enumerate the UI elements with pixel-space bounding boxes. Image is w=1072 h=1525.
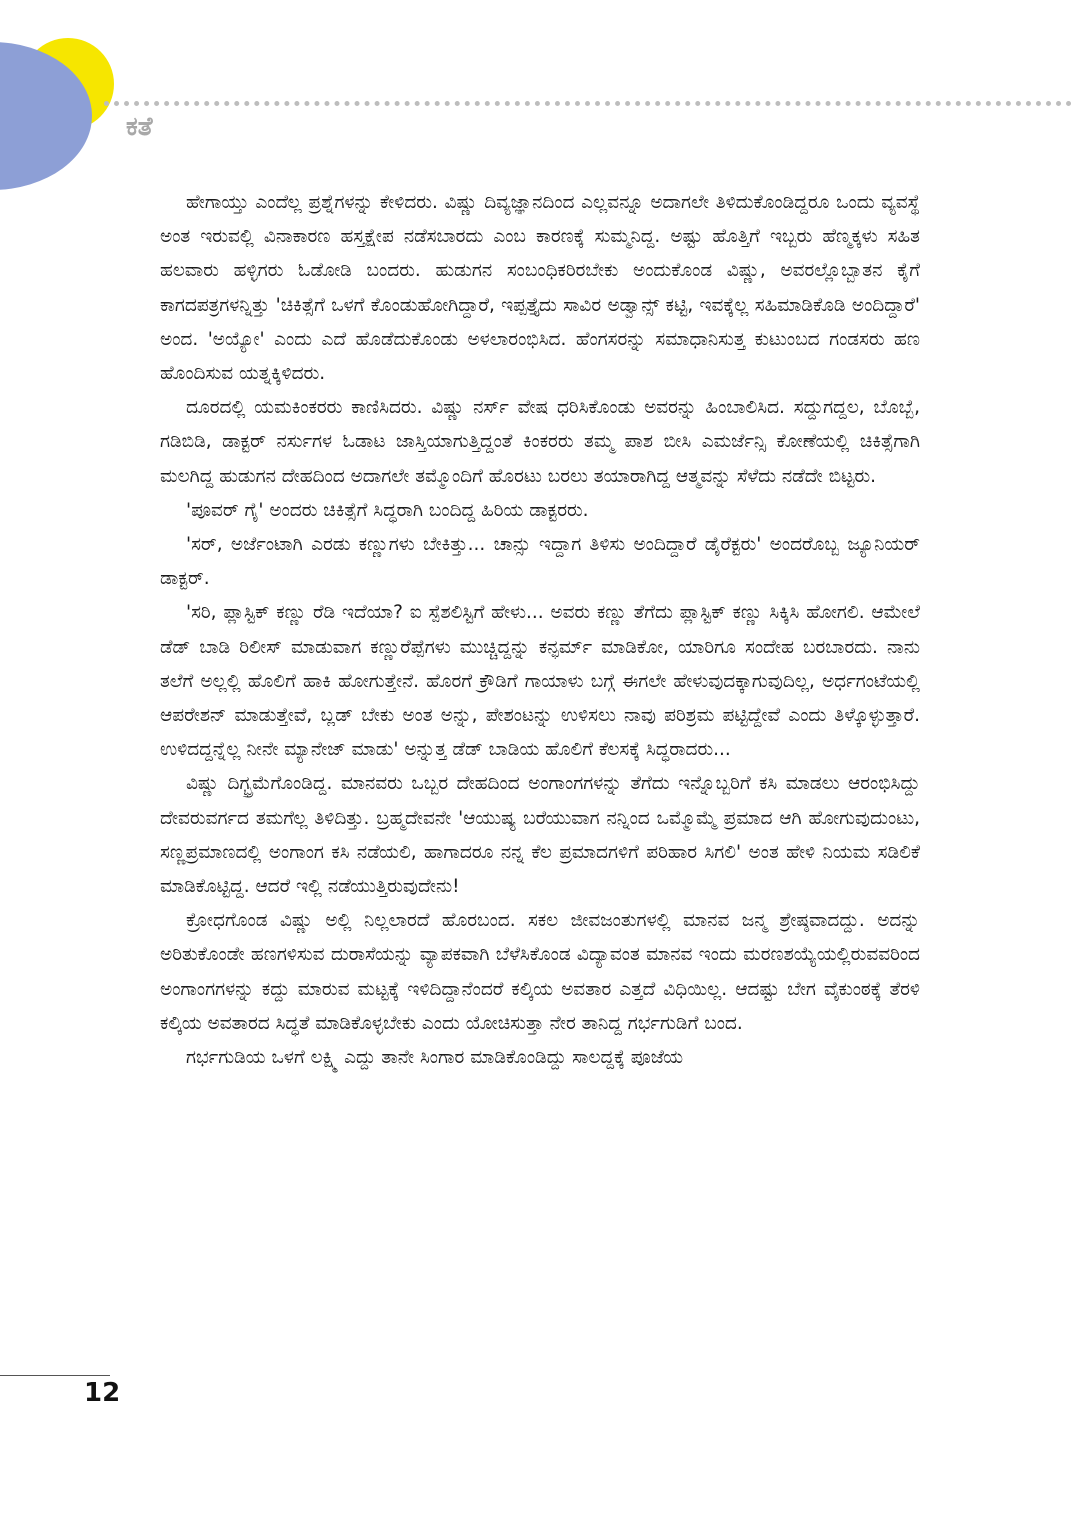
section-label: ಕತೆ bbox=[126, 112, 153, 142]
paragraph: 'ಪೂವರ್ ಗೈ' ಅಂದರು ಚಿಕಿತ್ಸೆಗೆ ಸಿದ್ಧರಾಗಿ ಬಂದಿದ್ದ ಹಿರಿಯ ಡಾಕ್ಟರರು. bbox=[186, 499, 589, 521]
story-text bbox=[160, 186, 920, 1376]
paragraph: ದೂರದಲ್ಲಿ ಯಮಕಿಂಕರರು ಕಾಣಿಸಿದರು. ವಿಷ್ಣು ನರ್ಸ್ ವೇಷ ಧರಿಸಿಕೊಂಡು ಅವರನ್ನು ಹಿಂಬಾಲಿಸಿದ. ಸದ್ದುಗದ್ದಲ, ಬೊಬ್ಬೆ, ಗಡಿಬಿಡಿ, ಡಾಕ್ಟರ್ ನರ್ಸುಗಳ ಓಡಾಟ ಜಾಸ್ತಿಯಾಗುತ್ತಿದ್ದಂತೆ ಕಿಂಕರರು ತಮ್ಮ ಪಾಶ ಬೀಸಿ ಎಮರ್ಜೆನ್ಸಿ ಕೋಣೆಯಲ್ಲಿ ಚಿಕಿತ್ಸೆಗಾಗಿ ಮಲಗಿದ್ದ ಹುಡುಗನ ದೇಹದಿಂದ ಅದಾಗಲೇ ತಮ್ಮೊಂದಿಗೆ ಹೊರಟು ಬರಲು ತಯಾರಾಗಿದ್ದ ಆತ್ಮವನ್ನು ಸೆಳೆದು ನಡೆದೇ ಬಿಟ್ಟರು. bbox=[160, 397, 920, 487]
page-number: 12 bbox=[84, 1378, 121, 1408]
paragraph: ಕ್ರೋಧಗೊಂಡ ವಿಷ್ಣು ಅಲ್ಲಿ ನಿಲ್ಲಲಾರದೆ ಹೊರಬಂದ. ಸಕಲ ಜೀವಜಂತುಗಳಲ್ಲಿ ಮಾನವ ಜನ್ಮ ಶ್ರೇಷ್ಠವಾದದ್ದು. ಅದನ್ನು ಅರಿತುಕೊಂಡೇ ಹಣಗಳಿಸುವ ದುರಾಸೆಯನ್ನು ವ್ಯಾಪಕವಾಗಿ ಬೆಳೆಸಿಕೊಂಡ ವಿದ್ಯಾವಂತ ಮಾನವ ಇಂದು ಮರಣಶಯ್ಯೆಯಲ್ಲಿರುವವರಿಂದ ಅಂಗಾಂಗಗಳನ್ನು ಕದ್ದು ಮಾರುವ ಮಟ್ಟಕ್ಕೆ ಇಳಿದಿದ್ದಾನೆಂದರೆ ಕಲ್ಕಿಯ ಅವತಾರ ಎತ್ತದೆ ವಿಧಿಯಿಲ್ಲ. ಆದಷ್ಟು ಬೇಗ ವೈಕುಂಠಕ್ಕೆ ತೆರಳಿ ಕಲ್ಕಿಯ ಅವತಾರದ ಸಿದ್ಧತೆ ಮಾಡಿಕೊಳ್ಳಬೇಕು ಎಂದು ಯೋಚಿಸುತ್ತಾ ನೇರ ತಾನಿದ್ದ ಗರ್ಭಗುಡಿಗೆ ಬಂದ. bbox=[160, 910, 920, 1034]
paragraph: ಹೇಗಾಯ್ತು ಎಂದೆಲ್ಲ ಪ್ರಶ್ನೆಗಳನ್ನು ಕೇಳಿದರು. ವಿಷ್ಣು ದಿವ್ಯಜ್ಞಾನದಿಂದ ಎಲ್ಲವನ್ನೂ ಅದಾಗಲೇ ತಿಳಿದುಕೊಂಡಿದ್ದರೂ ಒಂದು ವ್ಯವಸ್ಥೆ ಅಂತ ಇರುವಲ್ಲಿ ವಿನಾಕಾರಣ ಹಸ್ತಕ್ಷೇಪ ನಡೆಸಬಾರದು ಎಂಬ ಕಾರಣಕ್ಕೆ ಸುಮ್ಮನಿದ್ದ. ಅಷ್ಟು ಹೊತ್ತಿಗೆ ಇಬ್ಬರು ಹೆಣ್ಮಕ್ಕಳು ಸಹಿತ ಹಲವಾರು ಹಳ್ಳಿಗರು ಓಡೋಡಿ ಬಂದರು. ಹುಡುಗನ ಸಂಬಂಧಿಕರಿರಬೇಕು ಅಂದುಕೊಂಡ ವಿಷ್ಣು, ಅವರಲ್ಲೊಬ್ಬಾತನ ಕೈಗೆ ಕಾಗದಪತ್ರಗಳನ್ನಿತ್ತು 'ಚಿಕಿತ್ಸೆಗೆ ಒಳಗೆ ಕೊಂಡುಹೋಗಿದ್ದಾರೆ, ಇಪ್ಪತ್ತೈದು ಸಾವಿರ ಅಡ್ವಾನ್ಸ್ ಕಟ್ಟಿ, ಇವಕ್ಕೆಲ್ಲ ಸಹಿಮಾಡಿಕೊಡಿ ಅಂದಿದ್ದಾರೆ' ಅಂದ. 'ಅಯ್ಯೋ' ಎಂದು ಎದೆ ಹೊಡೆದುಕೊಂಡು ಅಳಲಾರಂಭಿಸಿದ. ಹೆಂಗಸರನ್ನು ಸಮಾಧಾನಿಸುತ್ತ ಕುಟುಂಬದ ಗಂಡಸರು ಹಣ ಹೊಂದಿಸುವ ಯತ್ನಕ್ಕಿಳಿದರು. bbox=[160, 192, 920, 385]
paragraph: ಗರ್ಭಗುಡಿಯ ಒಳಗೆ ಲಕ್ಷ್ಮಿ ಎದ್ದು ತಾನೇ ಸಿಂಗಾರ ಮಾಡಿಕೊಂಡಿದ್ದು ಸಾಲದ್ದಕ್ಕೆ ಪೂಜೆಯ bbox=[186, 1047, 684, 1069]
paragraph: ವಿಷ್ಣು ದಿಗ್ಭ್ರಮೆಗೊಂಡಿದ್ದ. ಮಾನವರು ಒಬ್ಬರ ದೇಹದಿಂದ ಅಂಗಾಂಗಗಳನ್ನು ತೆಗೆದು ಇನ್ನೊಬ್ಬರಿಗೆ ಕಸಿ ಮಾಡಲು ಆರಂಭಿಸಿದ್ದು ದೇವರುವರ್ಗದ ತಮಗೆಲ್ಲ ತಿಳಿದಿತ್ತು. ಬ್ರಹ್ಮದೇವನೇ 'ಆಯುಷ್ಯ ಬರೆಯುವಾಗ ನನ್ನಿಂದ ಒಮ್ಮೊಮ್ಮೆ ಪ್ರಮಾದ ಆಗಿ ಹೋಗುವುದುಂಟು, ಸಣ್ಣಪ್ರಮಾಣದಲ್ಲಿ ಅಂಗಾಂಗ ಕಸಿ ನಡೆಯಲಿ, ಹಾಗಾದರೂ ನನ್ನ ಕೆಲ ಪ್ರಮಾದಗಳಿಗೆ ಪರಿಹಾರ ಸಿಗಲಿ' ಅಂತ ಹೇಳಿ ನಿಯಮ ಸಡಿಲಿಕೆ ಮಾಡಿಕೊಟ್ಟಿದ್ದ. ಆದರೆ ಇಲ್ಲಿ ನಡೆಯುತ್ತಿರುವುದೇನು! bbox=[160, 773, 920, 898]
paragraph: 'ಸರ್, ಅರ್ಜೆಂಟಾಗಿ ಎರಡು ಕಣ್ಣುಗಳು ಬೇಕಿತ್ತು... ಚಾನ್ಸು ಇದ್ದಾಗ ತಿಳಿಸು ಅಂದಿದ್ದಾರೆ ಡೈರೆಕ್ಟರು' ಅಂದರೊಬ್ಬ ಜ್ಯೂನಿಯರ್ ಡಾಕ್ಟರ್. bbox=[160, 534, 920, 590]
header-dotted-rule bbox=[104, 101, 1072, 106]
paragraph: 'ಸರಿ, ಪ್ಲಾಸ್ಟಿಕ್ ಕಣ್ಣು ರೆಡಿ ಇದೆಯಾ? ಐ ಸ್ಪೆಶಲಿಸ್ಟಿಗೆ ಹೇಳು... ಅವರು ಕಣ್ಣು ತೆಗೆದು ಪ್ಲಾಸ್ಟಿಕ್ ಕಣ್ಣು ಸಿಕ್ಕಿಸಿ ಹೋಗಲಿ. ಆಮೇಲೆ ಡೆಡ್ ಬಾಡಿ ರಿಲೀಸ್ ಮಾಡುವಾಗ ಕಣ್ಣುರೆಪ್ಪೆಗಳು ಮುಚ್ಚಿದ್ದನ್ನು ಕನ್ಫರ್ಮ್ ಮಾಡಿಕೋ, ಯಾರಿಗೂ ಸಂದೇಹ ಬರಬಾರದು. ನಾನು ತಲೆಗೆ ಅಲ್ಲಲ್ಲಿ ಹೊಲಿಗೆ ಹಾಕಿ ಹೋಗುತ್ತೇನೆ. ಹೊರಗೆ ಕ್ರೌಡಿಗೆ ಗಾಯಾಳು ಬಗ್ಗೆ ಈಗಲೇ ಹೇಳುವುದಕ್ಕಾಗುವುದಿಲ್ಲ, ಅರ್ಧಗಂಟೆಯಲ್ಲಿ ಆಪರೇಶನ್ ಮಾಡುತ್ತೇವೆ, ಬ್ಲಡ್ ಬೇಕು ಅಂತ ಅನ್ನು, ಪೇಶಂಟನ್ನು ಉಳಿಸಲು ನಾವು ಪರಿಶ್ರಮ ಪಟ್ಟಿದ್ದೇವೆ ಎಂದು ತಿಳ್ಕೊಳ್ಳುತ್ತಾರೆ. ಉಳಿದದ್ದನ್ನೆಲ್ಲ ನೀನೇ ಮ್ಯಾನೇಜ್ ಮಾಡು' ಅನ್ನುತ್ತ ಡೆಡ್ ಬಾಡಿಯ ಹೊಲಿಗೆ ಕೆಲಸಕ್ಕೆ ಸಿದ್ಧರಾದರು... bbox=[160, 602, 920, 761]
footer-rule bbox=[0, 1375, 110, 1376]
